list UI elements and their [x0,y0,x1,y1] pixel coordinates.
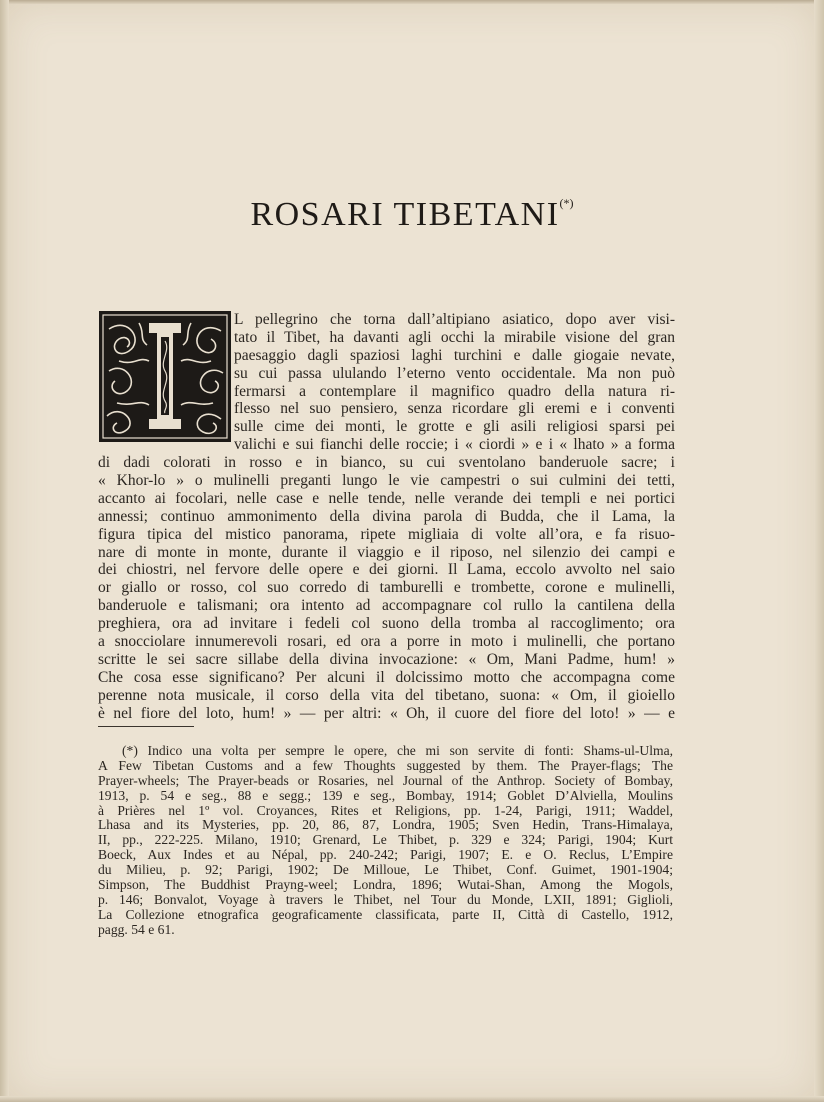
body-text [98,311,675,722]
footnote-line: 1913, p. 54 e seg., 88 e segg.; 139 e seg., Bombay, 1914; Goblet D’Alviella, Moulins [98,787,673,803]
page-title [0,196,824,234]
footnote-line: Prayer-wheels; The Prayer-beads or Rosaries, nel Journal of the Anthrop. Society of Bombay, [98,772,673,788]
body-line: paesaggio dagli spaziosi laghi turchini e dalle giogaie nevate, [234,346,675,364]
body-line: or giallo or rosso, col suo corredo di tamburelli e trombette, corone e mulinelli, [98,579,675,597]
footnote-line: A Few Tibetan Customs and a few Thoughts suggested by them. The Prayer-flags; The [98,757,673,773]
footnote-line: Lhasa and its Mysteries, pp. 20, 86, 87, Londra, 1905; Sven Hedin, Trans-Himalaya, [98,817,673,833]
body-line: accanto ai focolari, nelle case e nelle tende, nelle verande dei templi e nei portici [98,489,675,507]
footnote-line: II, pp., 222-225. Milano, 1910; Grenard, Le Thibet, p. 329 e 324; Parigi, 1904; Kurt [98,832,673,848]
page-bottom-edge [0,1096,824,1102]
footnote-rule [98,726,194,727]
body-line: di dadi colorati in rosso e in bianco, su cui sventolano banderuole sacre; i [98,454,675,472]
footnote-line: (*) Indico una volta per sempre le opere, che mi son servite di fonti: Shams-ul-Ulma, [122,743,673,758]
footnote [98,744,673,938]
body-line: figura tipica del mistico panorama, ripete migliaia di volte all’ora, e fa risuo- [98,525,675,543]
footnote-line: Simpson, The Buddhist Prayng-weel; Londra, 1896; Wutai-Shan, Among the Mogols, [98,877,673,893]
body-line: valichi e sui fianchi delle roccie; i « ciordi » e i « lhato » a forma [234,436,675,454]
body-line: dei chiostri, nel fervore delle opere e dei giorni. Il Lama, eccolo avvolto nel saio [98,561,675,579]
body-line: Che cosa esse significano? Per alcuni il dolcissimo motto che accompagna come [98,668,675,686]
body-line: L pellegrino che torna dall’altipiano asiatico, dopo aver visi- [234,311,675,328]
body-line: scritte le sei sacre sillabe della divina invocazione: « Om, Mani Padme, hum! » [98,650,675,668]
page-title-text: ROSARI TIBETANI [250,196,560,233]
page-right-edge [814,0,824,1102]
body-line: annessi; continuo ammonimento della divina parola di Budda, che il Lama, la [98,507,675,525]
body-line: perenne nota musicale, il corso della vita del tibetano, suona: « Om, il gioiello [98,686,675,704]
body-line: a snocciolare innumerevoli rosari, ed ora a porre in moto i mulinelli, che portano [98,633,675,651]
footnote-line: à Prières nel 1º vol. Croyances, Rites et Religions, pp. 1-24, Parigi, 1911; Waddel, [98,802,673,818]
body-line: preghiera, ora ad invitare i fedeli col suono della tromba al raccoglimento; ora [98,615,675,633]
body-line: su cui passa ululando l’eterno vento occidentale. Ma non può [234,364,675,382]
page-left-edge [0,0,9,1102]
body-line: nare di monte in monte, durante il viaggio e il riposo, nel silenzio dei campi e [98,543,675,561]
body-line: fermarsi a contemplare il magnifico quadro della natura ri- [234,382,675,400]
body-line: è nel fiore del loto, hum! » — per altri: « Oh, il cuore del fiore del loto! » — e [98,704,675,722]
body-line: tato il Tibet, ha davanti agli occhi la mirabile visione del gran [234,328,675,346]
footnote-line: p. 146; Bonvalot, Voyage à travers le Thibet, nel Tour du Monde, LXII, 1891; Giglioli, [98,891,673,907]
body-line: flesso nel suo pensiero, senza ricordare gli eremi e i conventi [234,400,675,418]
footnote-line: La Collezione etnografica geograficamente classificata, parte II, Città di Castello, 1912, [98,906,673,922]
title-footnote-mark: (*) [559,196,574,210]
body-line: sulle cime dei monti, le grotte e gli asili religiosi sparsi pei [234,418,675,436]
footnote-line: pagg. 54 e 61. [98,921,175,937]
body-line: « Khor-lo » o mulinelli preganti lungo le vie campestri o sui culmini dei tetti, [98,472,675,490]
body-line: banderuole e talismani; ora intento ad accompagnare col rullo la cantilena della [98,597,675,615]
footnote-line: du Milieu, p. 92; Parigi, 1902; De Milloue, Le Thibet, Conf. Guimet, 1901-1904; [98,862,673,878]
footnote-line: Boeck, Aux Indes et au Népal, pp. 240-242; Parigi, 1907; E. e O. Reclus, L’Empire [98,847,673,863]
